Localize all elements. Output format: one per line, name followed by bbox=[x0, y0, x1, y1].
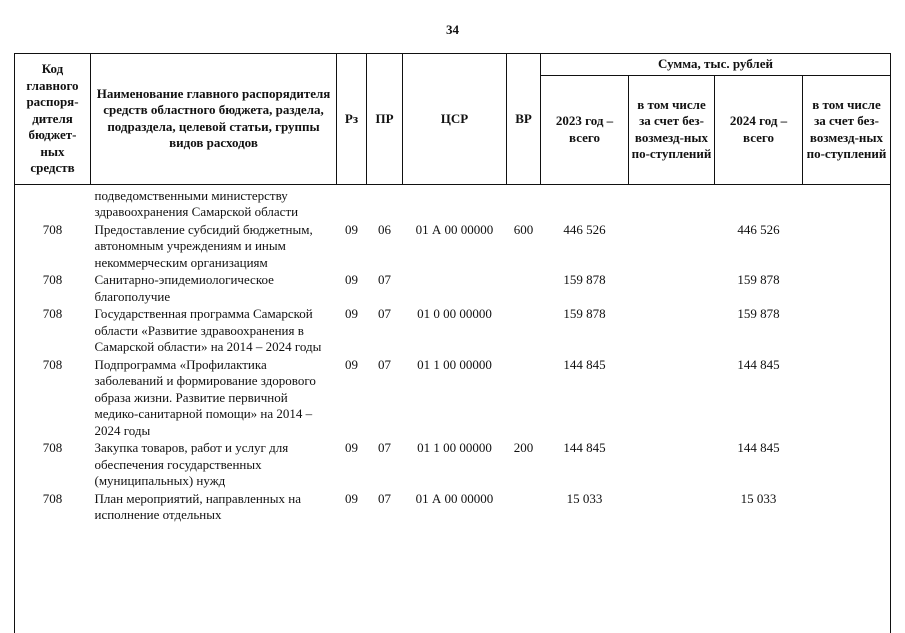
row-2024-total: 159 878 bbox=[737, 272, 780, 287]
row-code: 708 bbox=[42, 356, 63, 372]
row-code: 708 bbox=[42, 306, 63, 321]
row-name: Санитарно-эпидемиологическое благополучие bbox=[94, 272, 274, 304]
row-2023-free bbox=[629, 184, 715, 222]
row-code: 708 bbox=[42, 272, 63, 287]
header-2023-free: в том числе за счет без-возмезд-ных по-ступлений bbox=[629, 75, 715, 184]
row-2023-free bbox=[629, 272, 715, 306]
row-2024-total bbox=[715, 184, 803, 222]
row-2023-free bbox=[629, 491, 715, 525]
table-body bbox=[15, 184, 891, 525]
row-name: План мероприятий, направленных на исполнение отдельных bbox=[94, 490, 301, 522]
row-rz: 09 bbox=[345, 306, 358, 321]
header-sum-group: Сумма, тыс. рублей bbox=[541, 54, 891, 76]
row-name: Предоставление субсидий бюджетным, автономным учреждениям и иным некоммерческим организациям bbox=[94, 221, 313, 270]
table-row bbox=[15, 440, 891, 491]
row-code: 708 bbox=[42, 221, 63, 237]
row-pr: 07 bbox=[378, 272, 391, 287]
row-rz: 09 bbox=[345, 356, 358, 372]
row-2024-total: 159 878 bbox=[737, 306, 780, 321]
row-csr: 01 1 00 00000 bbox=[417, 356, 492, 372]
row-2024-free bbox=[803, 272, 891, 306]
header-name: Наименование главного распорядителя средств областного бюджета, раздела, подраздела, целевой статьи, группы видов расходов bbox=[91, 54, 337, 185]
row-2023-total: 159 878 bbox=[563, 272, 606, 287]
row-rz bbox=[337, 184, 367, 222]
header-csr: ЦСР bbox=[403, 54, 507, 185]
table-left-border bbox=[14, 53, 15, 633]
row-name: Закупка товаров, работ и услуг для обеспечения государственных (муниципальных) нужд bbox=[94, 440, 289, 488]
row-csr: 01 0 00 00000 bbox=[417, 306, 492, 321]
row-2024-total: 144 845 bbox=[737, 356, 780, 372]
header-2024-total: 2024 год – всего bbox=[715, 75, 803, 184]
row-rz: 09 bbox=[345, 221, 358, 237]
row-csr: 01 А 00 00000 bbox=[415, 490, 494, 506]
table-row bbox=[15, 306, 891, 357]
row-2023-total: 446 526 bbox=[563, 221, 606, 237]
row-rz: 09 bbox=[345, 440, 358, 455]
row-rz: 09 bbox=[345, 272, 358, 287]
row-2023-free bbox=[629, 440, 715, 491]
row-2024-free bbox=[803, 222, 891, 273]
row-code bbox=[15, 184, 91, 222]
row-vr bbox=[507, 306, 541, 357]
row-code: 708 bbox=[42, 440, 63, 455]
row-2023-total: 144 845 bbox=[563, 356, 606, 372]
page-number: 34 bbox=[446, 22, 459, 37]
row-csr: 01 А 00 00000 bbox=[415, 221, 494, 237]
row-csr bbox=[403, 184, 507, 222]
header-code: Код главного распоря-дителя бюджет-ных средств bbox=[15, 54, 91, 185]
row-2023-total: 15 033 bbox=[566, 490, 603, 506]
table-row bbox=[15, 222, 891, 273]
row-pr bbox=[367, 184, 403, 222]
row-rz: 09 bbox=[345, 490, 358, 506]
row-pr: 07 bbox=[378, 306, 391, 321]
table-row bbox=[15, 184, 891, 222]
table-row bbox=[15, 272, 891, 306]
row-2024-free bbox=[803, 306, 891, 357]
row-vr bbox=[507, 272, 541, 306]
row-2023-free bbox=[629, 306, 715, 357]
row-vr bbox=[507, 491, 541, 525]
header-2024-free: в том числе за счет без-возмезд-ных по-ступлений bbox=[803, 75, 891, 184]
header-2023-total: 2023 год – всего bbox=[541, 75, 629, 184]
row-vr bbox=[507, 184, 541, 222]
row-2024-free bbox=[803, 184, 891, 222]
row-pr: 07 bbox=[378, 440, 391, 455]
row-2024-free bbox=[803, 357, 891, 441]
row-csr: 01 1 00 00000 bbox=[417, 440, 492, 455]
row-code: 708 bbox=[42, 490, 63, 506]
row-name: подведомственными министерству здравоохранения Самарской области bbox=[94, 187, 299, 219]
table-row bbox=[15, 491, 891, 525]
row-2023-free bbox=[629, 357, 715, 441]
row-2023-free bbox=[629, 222, 715, 273]
row-pr: 07 bbox=[378, 356, 391, 372]
row-vr: 200 bbox=[513, 440, 534, 455]
row-vr bbox=[507, 357, 541, 441]
header-vr: ВР bbox=[507, 54, 541, 185]
row-csr bbox=[403, 272, 507, 306]
row-2024-total: 15 033 bbox=[740, 490, 777, 506]
row-2024-total: 144 845 bbox=[737, 440, 780, 455]
row-name: Государственная программа Самарской области «Развитие здравоохранения в Самарской области» на 2014 – 2024 годы bbox=[94, 306, 322, 354]
row-2024-free bbox=[803, 491, 891, 525]
row-name: Подпрограмма «Профилактика заболеваний и формирование здорового образа жизни. Развитие первичной медико-санитарной помощи» на 2014 – 2024 годы bbox=[94, 356, 316, 438]
row-2023-total bbox=[541, 184, 629, 222]
table-right-border bbox=[890, 53, 891, 633]
row-pr: 06 bbox=[378, 221, 391, 237]
table-row bbox=[15, 357, 891, 441]
row-2024-free bbox=[803, 440, 891, 491]
header-rz: Рз bbox=[337, 54, 367, 185]
budget-table bbox=[14, 53, 891, 525]
row-2023-total: 159 878 bbox=[563, 306, 606, 321]
row-2024-total: 446 526 bbox=[737, 221, 780, 237]
header-pr: ПР bbox=[367, 54, 403, 185]
row-vr: 600 bbox=[513, 221, 534, 237]
row-pr: 07 bbox=[378, 490, 391, 506]
row-2023-total: 144 845 bbox=[563, 440, 606, 455]
